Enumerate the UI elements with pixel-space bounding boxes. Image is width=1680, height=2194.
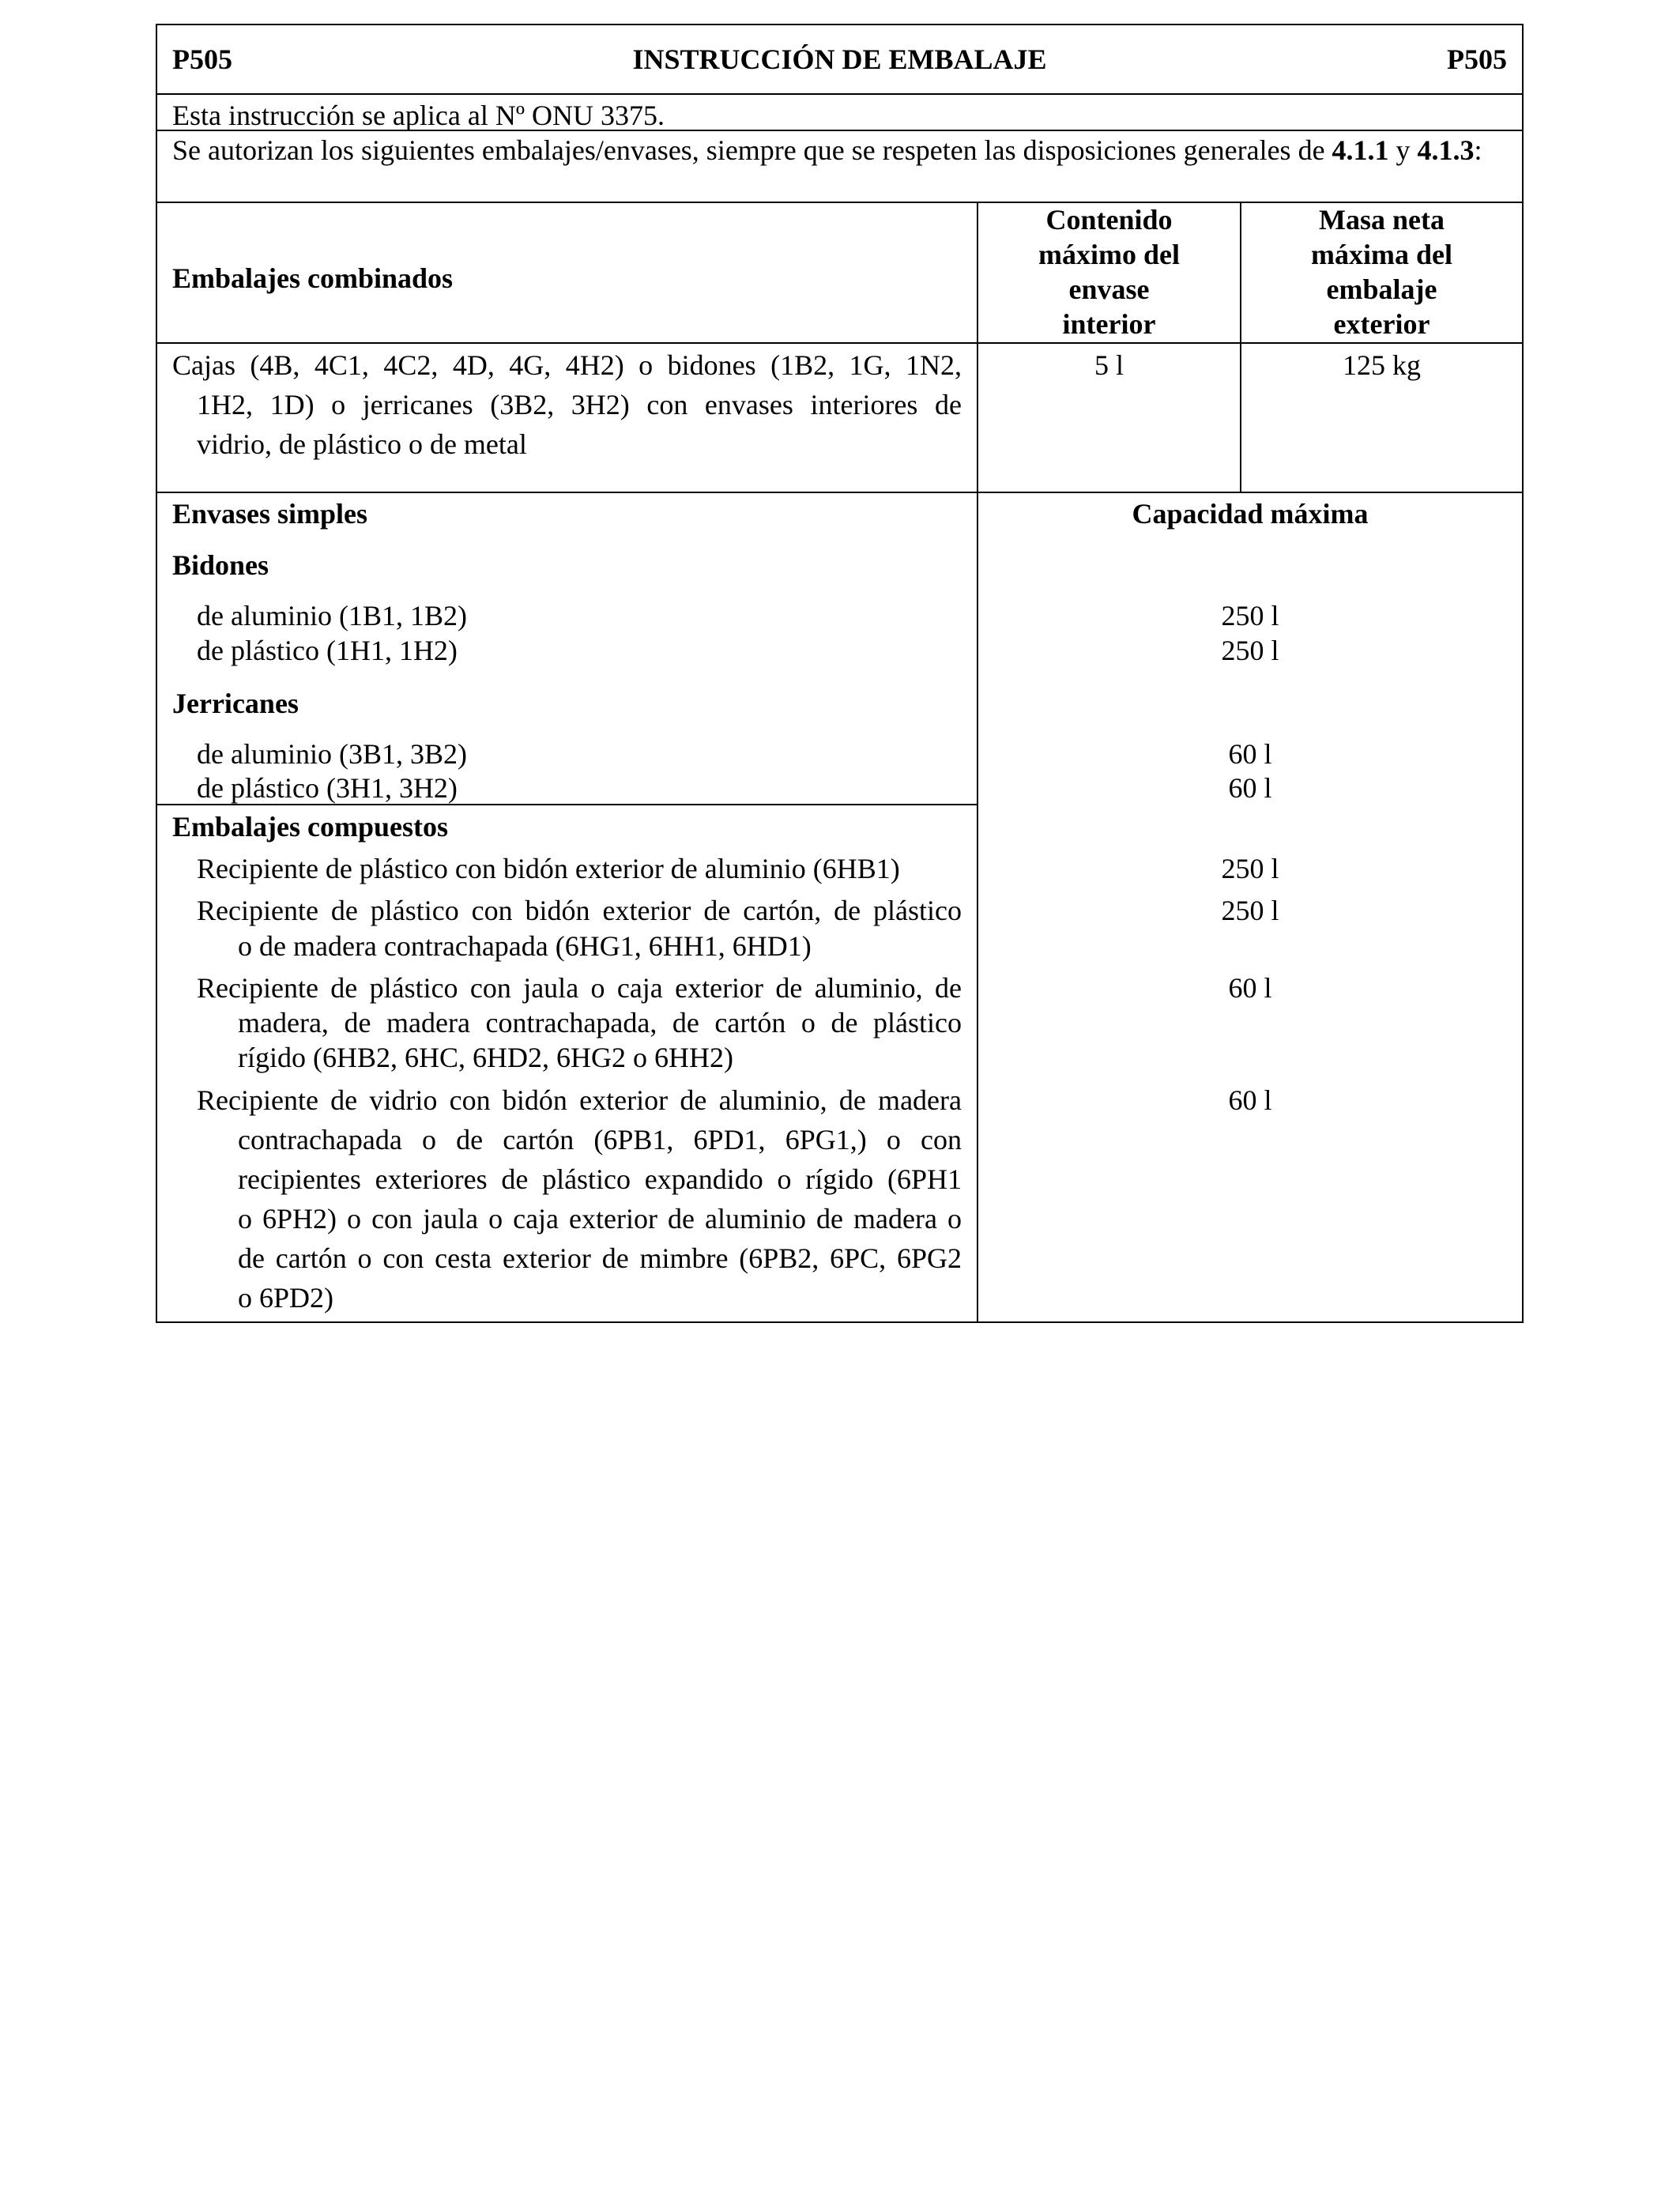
capacity-header: Capacidad máxima bbox=[1132, 498, 1369, 530]
jerrican-item-label: de aluminio (3B1, 3B2) bbox=[197, 738, 467, 770]
jerrican-item-label: de plástico (3H1, 3H2) bbox=[197, 772, 458, 804]
outer-mass-header-line: máxima del bbox=[1311, 239, 1452, 270]
combined-row-line: Cajas (4B, 4C1, 4C2, 4D, 4G, 4H2) o bidones (1B2, 1G, 1N2, bbox=[172, 349, 962, 381]
instruction-code-left: P505 bbox=[172, 43, 232, 75]
inner-content-header-line: máximo del bbox=[1038, 239, 1180, 270]
table-border-left bbox=[156, 24, 157, 1323]
divider-combined-header bbox=[156, 342, 1524, 344]
composite-section-label: Embalajes compuestos bbox=[172, 811, 448, 843]
drum-item-label: de plástico (1H1, 1H2) bbox=[197, 635, 458, 666]
jerrican-item-capacity: 60 l bbox=[1228, 738, 1272, 770]
scope-text: Esta instrucción se aplica al Nº ONU 3375. bbox=[172, 100, 665, 131]
composite-item-line: recipientes exteriores de plástico expandido o rígido (6PH1 bbox=[238, 1163, 962, 1195]
composite-item-line: de cartón o con cesta exterior de mimbre (6PB2, 6PC, 6PG2 bbox=[238, 1242, 962, 1274]
reference-4-1-3: 4.1.3 bbox=[1417, 134, 1475, 166]
outer-mass-header-line: exterior bbox=[1333, 308, 1430, 340]
authorized-sentence: Se autorizan los siguientes embalajes/envases, siempre que se respeten las disposiciones generales de bbox=[172, 134, 1325, 166]
composite-item-line: o de madera contrachapada (6HG1, 6HH1, 6HD1) bbox=[238, 930, 812, 962]
authorized-text bbox=[172, 133, 1507, 168]
table-border-top bbox=[156, 24, 1524, 25]
jerricans-label: Jerricanes bbox=[172, 688, 299, 719]
composite-item-line: Recipiente de plástico con bidón exterior de cartón, de plástico bbox=[197, 895, 962, 926]
instruction-title: INSTRUCCIÓN DE EMBALAJE bbox=[632, 43, 1047, 75]
inner-content-header bbox=[978, 202, 1240, 341]
single-section-label: Envases simples bbox=[172, 498, 368, 530]
drums-label: Bidones bbox=[172, 549, 269, 581]
divider-header bbox=[156, 93, 1524, 95]
outer-mass-value: 125 kg bbox=[1343, 349, 1421, 381]
composite-item-capacity: 250 l bbox=[1221, 895, 1279, 926]
outer-mass-header-line: Masa neta bbox=[1319, 204, 1445, 236]
authorized-colon: : bbox=[1474, 134, 1482, 166]
divider-combined-row bbox=[156, 492, 1524, 493]
outer-mass-header-line: embalaje bbox=[1326, 273, 1437, 305]
composite-item-line: Recipiente de plástico con bidón exterior de aluminio (6HB1) bbox=[197, 853, 900, 884]
packing-instruction-table bbox=[156, 24, 1524, 1323]
composite-item-line: Recipiente de plástico con jaula o caja exterior de aluminio, de bbox=[197, 972, 962, 1004]
composite-item-capacity: 60 l bbox=[1228, 1084, 1272, 1116]
reference-4-1-1: 4.1.1 bbox=[1332, 134, 1389, 166]
combined-row-line: 1H2, 1D) o jerricanes (3B2, 3H2) con envases interiores de bbox=[197, 389, 962, 420]
authorized-joiner: y bbox=[1396, 134, 1411, 166]
inner-content-header-line: interior bbox=[1062, 308, 1156, 340]
inner-content-header-line: envase bbox=[1068, 273, 1150, 305]
composite-item-capacity: 60 l bbox=[1228, 972, 1272, 1004]
instruction-code-right: P505 bbox=[1447, 43, 1507, 75]
composite-item-line: madera, de madera contrachapada, de cartón o de plástico bbox=[238, 1007, 962, 1039]
inner-content-header-line: Contenido bbox=[1045, 204, 1173, 236]
drum-item-label: de aluminio (1B1, 1B2) bbox=[197, 600, 467, 631]
drum-item-capacity: 250 l bbox=[1221, 600, 1279, 631]
composite-item-line: Recipiente de vidrio con bidón exterior de aluminio, de madera bbox=[197, 1084, 962, 1116]
composite-item-line: rígido (6HB2, 6HC, 6HD2, 6HG2 o 6HH2) bbox=[238, 1042, 733, 1073]
composite-item-capacity: 250 l bbox=[1221, 853, 1279, 884]
combined-section-label: Embalajes combinados bbox=[172, 262, 454, 294]
jerrican-item-capacity: 60 l bbox=[1228, 772, 1272, 804]
table-border-bottom bbox=[156, 1321, 1524, 1323]
drum-item-capacity: 250 l bbox=[1221, 635, 1279, 666]
composite-item-line: contrachapada o de cartón (6PB1, 6PD1, 6PG1,) o con bbox=[238, 1124, 962, 1155]
table-border-right bbox=[1522, 24, 1524, 1323]
combined-row-line: vidrio, de plástico o de metal bbox=[197, 428, 527, 460]
composite-item-line: o 6PD2) bbox=[238, 1282, 334, 1314]
inner-content-value: 5 l bbox=[1094, 349, 1124, 381]
composite-item-line: o 6PH2) o con jaula o caja exterior de aluminio de madera o bbox=[238, 1203, 962, 1235]
outer-mass-header bbox=[1241, 202, 1522, 341]
